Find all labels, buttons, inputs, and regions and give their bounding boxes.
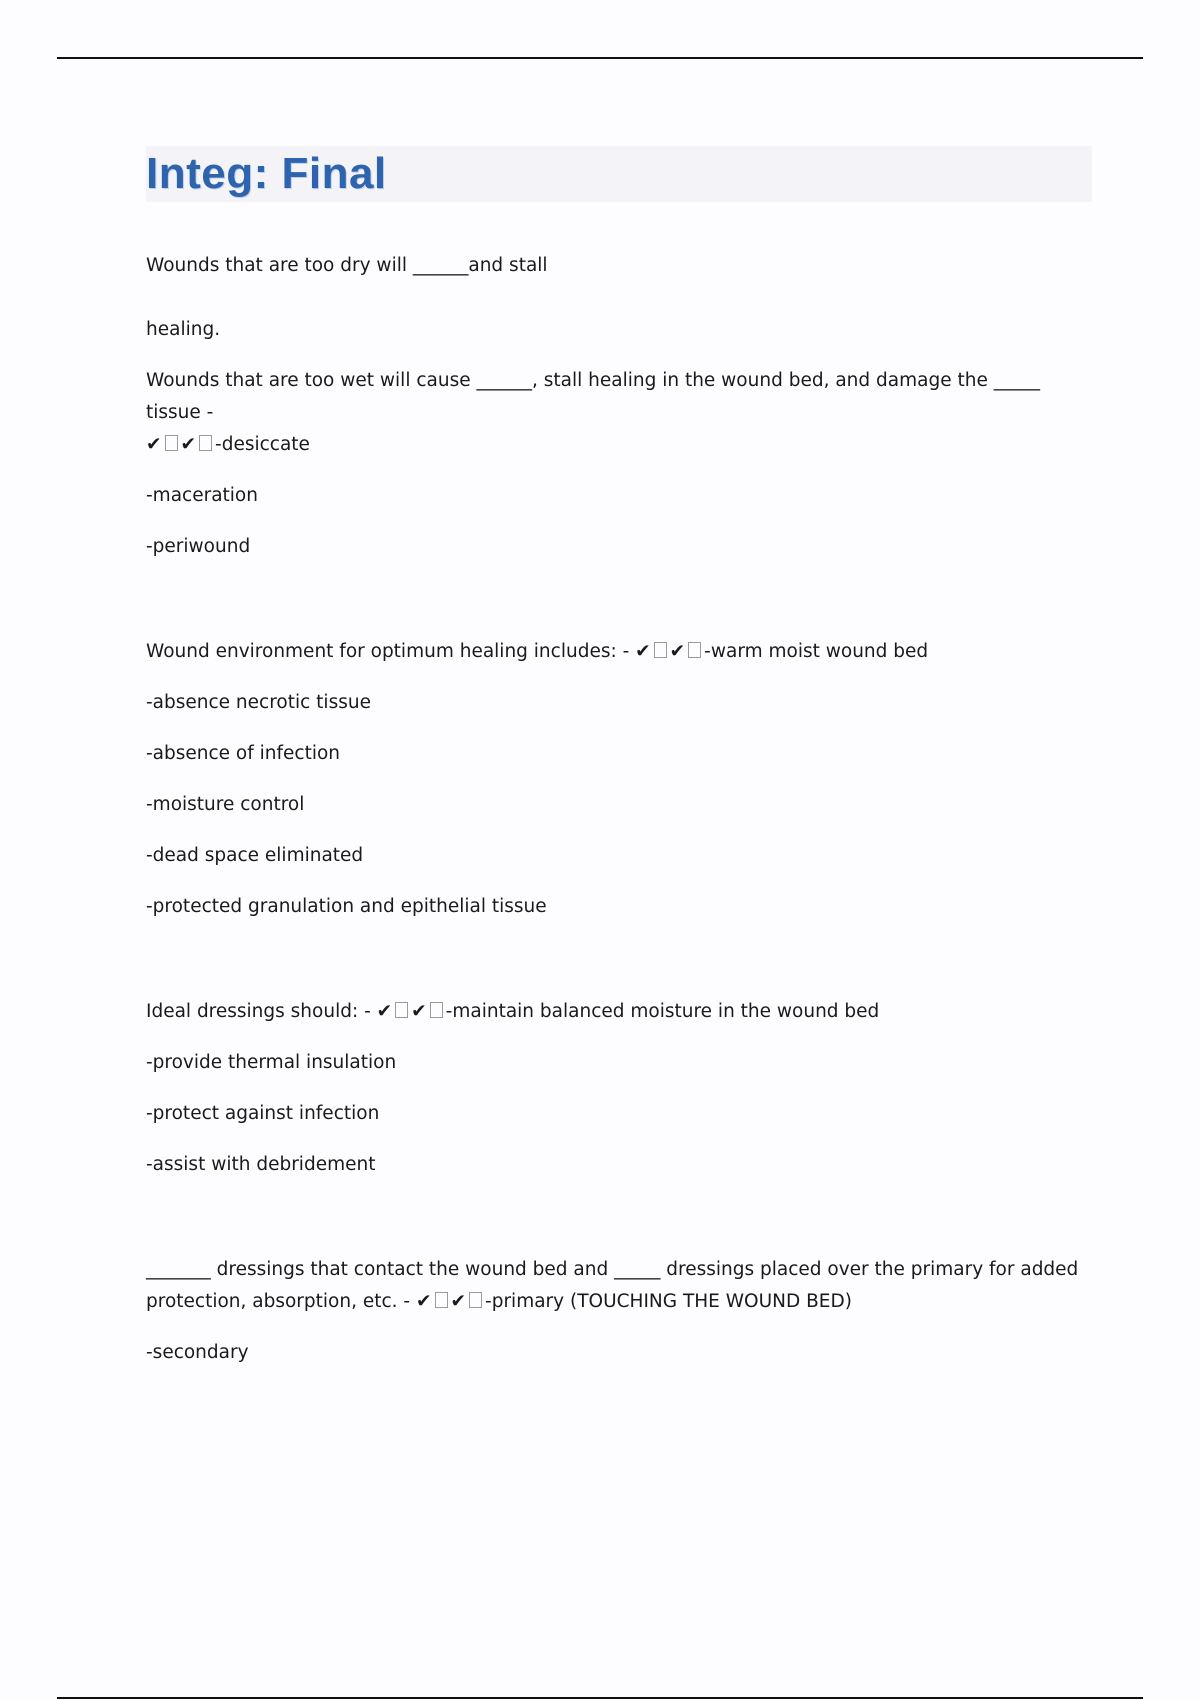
flashcard [146, 1254, 1092, 1369]
card-separator [146, 582, 1092, 636]
bottom-rule [57, 1697, 1143, 1699]
check-icon: ✔ [146, 434, 162, 455]
box-icon [435, 1292, 448, 1308]
box-icon [165, 435, 178, 451]
flashcard [146, 996, 1092, 1181]
document-body [146, 146, 1092, 1388]
box-icon [199, 435, 212, 451]
question-line [146, 1254, 1092, 1318]
answer-line: -periwound [146, 536, 251, 557]
answer-line: -assist with debridement [146, 1154, 376, 1175]
answer-line: -dead space eliminated [146, 845, 364, 866]
answer-text: -primary (TOUCHING THE WOUND BED) [485, 1291, 852, 1312]
answer-line: -protect against infection [146, 1103, 380, 1124]
check-icon: ✔ [669, 641, 686, 662]
answer-text: -warm moist wound bed [704, 641, 929, 662]
answer-line: -secondary [146, 1342, 249, 1363]
answer-text: -desiccate [215, 434, 310, 455]
box-icon [688, 642, 701, 658]
answer-line: -protected granulation and epithelial tissue [146, 896, 547, 917]
box-icon [430, 1002, 443, 1018]
question-text: Wound environment for optimum healing includes: - [146, 641, 630, 662]
check-icon: ✔ [416, 1291, 432, 1312]
flashcard [146, 250, 1092, 346]
question-line [146, 636, 1092, 668]
answer-line: -provide thermal insulation [146, 1052, 397, 1073]
box-icon [469, 1292, 482, 1308]
flashcard [146, 365, 1092, 563]
flashcard [146, 636, 1092, 923]
top-rule [57, 57, 1143, 59]
card-separator [146, 1200, 1092, 1254]
answer-line: -maceration [146, 485, 258, 506]
box-icon [395, 1002, 408, 1018]
check-icon: ✔ [450, 1291, 467, 1312]
title-band [146, 146, 1092, 202]
question-text: Wounds that are too wet will cause ______, stall healing in the wound bed, and damage the _____ tissue - [146, 370, 1046, 423]
question-text: Ideal dressings should: - [146, 1001, 371, 1022]
card-separator [146, 942, 1092, 996]
answer-text: -maintain balanced moisture in the wound bed [445, 1001, 880, 1022]
question-text: _______ dressings that contact the wound bed and _____ dressings placed over the primary for added protection, absorption, etc. - [146, 1259, 1085, 1312]
check-icon: ✔ [635, 641, 651, 662]
check-icon: ✔ [180, 434, 197, 455]
page-title: Integ: Final [146, 149, 387, 198]
check-icon: ✔ [376, 1001, 393, 1022]
check-icon: ✔ [411, 1001, 427, 1022]
answer-line: -absence of infection [146, 743, 341, 764]
question-line [146, 996, 1092, 1028]
question-line [146, 365, 1092, 461]
box-icon [654, 642, 667, 658]
question-text: Wounds that are too dry will ______and stall healing. [146, 255, 548, 340]
answer-line: -absence necrotic tissue [146, 692, 371, 713]
answer-line: -moisture control [146, 794, 305, 815]
